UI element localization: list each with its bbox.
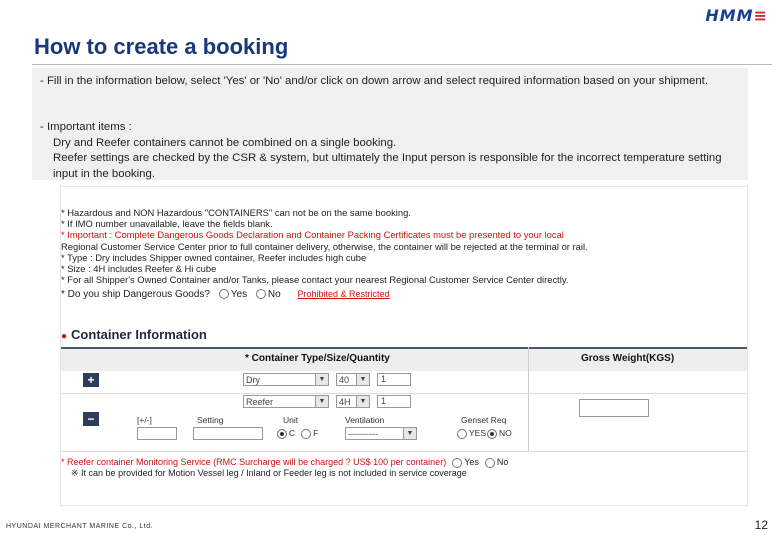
hmm-logo: HMM≡ (705, 6, 768, 25)
warning-list (61, 207, 588, 285)
container-table-header (61, 347, 747, 371)
booking-form-screenshot (60, 186, 748, 506)
instruction-line: - Fill in the information below, select 'Yes' or 'No' and/or click on down arrow and select required information based on your shipment. (40, 75, 709, 87)
unit-radio-group: C F (277, 428, 318, 439)
col-gross-weight: Gross Weight(KGS) (581, 353, 675, 364)
dg-yes-label: Yes (230, 289, 248, 300)
container-type-select[interactable]: Dry ▼ (243, 373, 329, 386)
column-divider (528, 347, 529, 451)
row-divider (61, 451, 747, 452)
col-type-size-qty: * Container Type/Size/Quantity (245, 353, 390, 364)
dg-no-radio[interactable] (256, 289, 266, 299)
remove-container-button[interactable]: − (83, 412, 99, 426)
container-section-title: ● Container Information (61, 327, 207, 342)
ventilation-label: Ventilation (345, 415, 385, 425)
container-size-select[interactable]: 4H ▼ (336, 395, 370, 408)
temp-setting-input[interactable] (193, 427, 263, 440)
page-title: How to create a booking (34, 34, 289, 59)
monitoring-note: ※ It can be provided for Motion Vessel leg / Inland or Feeder leg is not included in service coverage (71, 468, 467, 478)
gross-weight-input[interactable] (579, 399, 649, 417)
warning-line: * Important : Complete Dangerous Goods Declaration and Container Packing Certificates must be presented to your local (61, 229, 564, 241)
unit-c-radio[interactable] (277, 429, 287, 439)
genset-label: Genset Req (461, 415, 507, 425)
prohibited-restricted-link[interactable]: Prohibited & Restricted (297, 289, 390, 299)
monitoring-service: * Reefer container Monitoring Service (RMC Surcharge will be charged ? US$ 100 per container) Yes No ※ It can be provided for Motion Vessel leg / Inland or Feeder leg is not included in service coverage (61, 457, 509, 478)
unit-f-radio[interactable] (301, 429, 311, 439)
monitoring-yes-radio[interactable] (452, 458, 462, 468)
add-container-button[interactable]: + (83, 373, 99, 387)
page-number: 12 (754, 518, 768, 532)
instruction-line: - Important items : (40, 121, 132, 133)
container-quantity-input[interactable]: 1 (377, 395, 411, 408)
warning-line: * Size : 4H includes Reefer & Hi cube (61, 263, 217, 275)
chevron-down-icon: ▼ (315, 374, 328, 385)
dg-no-label: No (267, 289, 281, 300)
instruction-line: Reefer settings are checked by the CSR & system, but ultimately the Input person is responsible for the incorrect temperature setting input in the booking. (53, 152, 722, 180)
row-divider (61, 393, 747, 394)
temp-sign-label: [+/-] (137, 415, 152, 425)
monitoring-text: * Reefer container Monitoring Service (RMC Surcharge will be charged ? US$ 100 per container) (61, 457, 447, 467)
instructions-box (32, 68, 748, 180)
genset-no-radio[interactable] (487, 429, 497, 439)
dg-yes-radio[interactable] (219, 289, 229, 299)
ventilation-select[interactable]: ---------- ▼ (345, 427, 417, 440)
chevron-down-icon: ▼ (356, 374, 369, 385)
warning-line: * Hazardous and NON Hazardous "CONTAINERS" can not be on the same booking. (61, 207, 411, 218)
dangerous-goods-question: * Do you ship Dangerous Goods? (61, 289, 210, 300)
dangerous-goods-row (61, 289, 390, 300)
setting-label: Setting (197, 415, 224, 425)
container-type-select[interactable]: Reefer ▼ (243, 395, 329, 408)
unit-label: Unit (283, 415, 299, 425)
booking-form (61, 187, 747, 505)
warning-line: * For all Shipper's Owned Container and/or Tanks, please contact your nearest Regional Customer Service Center directly. (61, 274, 569, 286)
footer-company: HYUNDAI MERCHANT MARINE Co., Ltd. (6, 523, 154, 530)
chevron-down-icon: ▼ (315, 396, 328, 407)
container-quantity-input[interactable]: 1 (377, 373, 411, 386)
title-divider (32, 64, 772, 65)
chevron-down-icon: ▼ (403, 428, 416, 439)
container-size-select[interactable]: 40 ▼ (336, 373, 370, 386)
section-bullet-icon: ● (61, 331, 68, 342)
warning-line: Regional Customer Service Center prior to full container delivery, otherwise, the container will be rejected at the terminal or rail. (61, 240, 588, 252)
warning-line: * If IMO number unavailable, leave the fields blank. (61, 218, 273, 230)
warning-line: * Type : Dry includes Shipper owned container, Reefer includes high cube (61, 251, 367, 263)
temp-sign-input[interactable] (137, 427, 177, 440)
chevron-down-icon: ▼ (356, 396, 369, 407)
genset-radio-group: YES NO (457, 428, 512, 439)
monitoring-no-radio[interactable] (485, 458, 495, 468)
genset-yes-radio[interactable] (457, 429, 467, 439)
instruction-line: Dry and Reefer containers cannot be combined on a single booking. (53, 137, 397, 149)
